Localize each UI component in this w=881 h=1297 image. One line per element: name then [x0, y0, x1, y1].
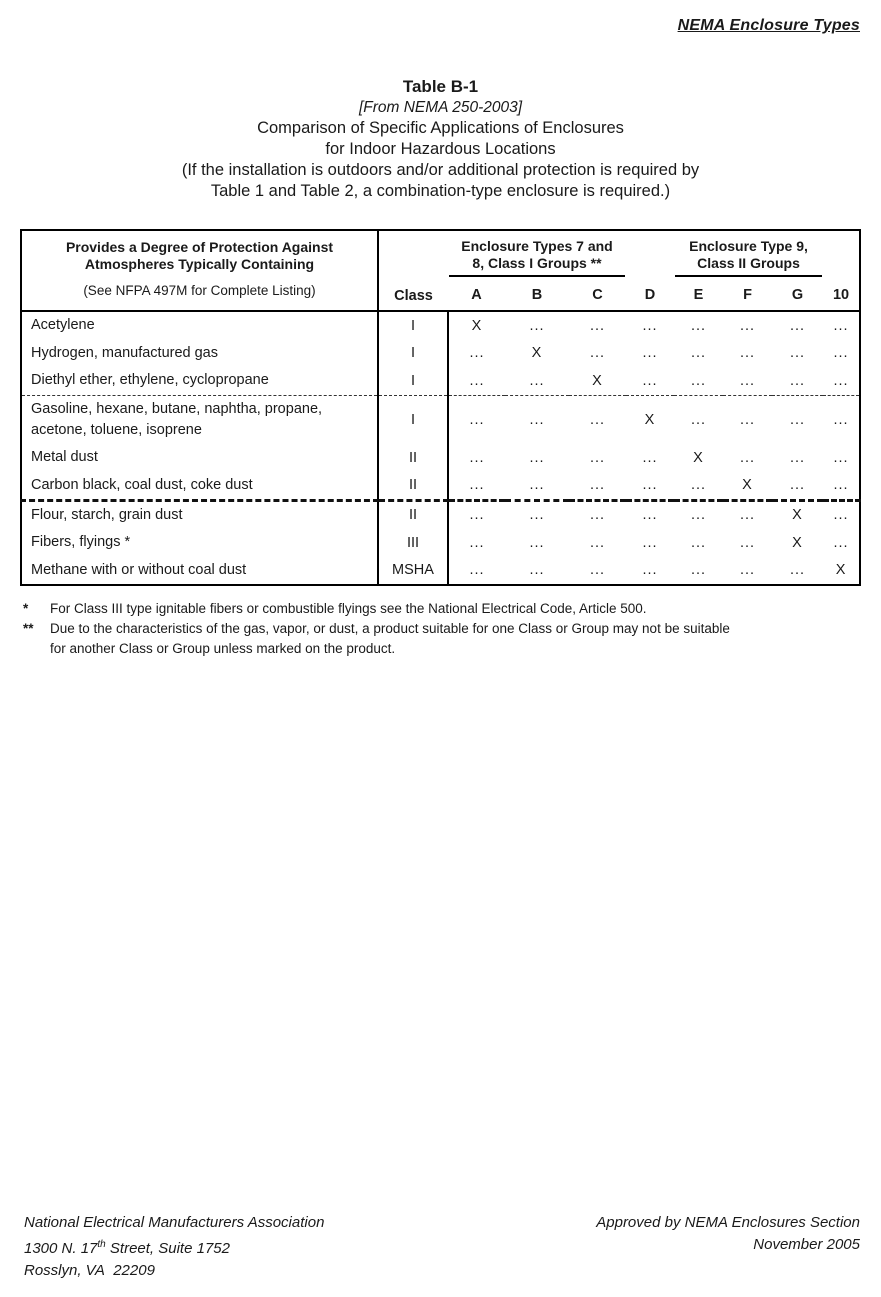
group-cell-B: ...: [505, 367, 569, 395]
group-cell-A: ...: [448, 472, 505, 501]
table-header: [21, 230, 860, 311]
substance-cell: Acetylene: [21, 311, 378, 339]
group-cell-C: ...: [569, 472, 626, 501]
title-line-1: Comparison of Specific Applications of Enclosures: [257, 119, 624, 137]
group2-line2: Class II Groups: [697, 254, 800, 271]
group-cell-10: ...: [833, 411, 849, 428]
group-cell-B: ...: [529, 449, 545, 466]
class-cell: I: [378, 339, 448, 367]
table-row: [21, 557, 860, 585]
ordinal-suffix: th: [97, 1239, 106, 1250]
group-cell-10: ...: [833, 534, 849, 551]
group-cell-A: ...: [469, 534, 485, 551]
group-cell-B: ...: [529, 534, 545, 551]
group-cell-G: ...: [789, 449, 806, 466]
column-10-spacer: [823, 230, 860, 280]
table-row: [21, 472, 860, 501]
group-cell-B: ...: [529, 507, 545, 523]
group-cell-A: ...: [469, 449, 485, 466]
class-cell: I: [378, 395, 448, 444]
group-cell-B: ...: [529, 411, 545, 428]
group-cell-C: ...: [589, 562, 606, 578]
group-cell-G: X: [792, 534, 803, 551]
table-row: [21, 444, 860, 472]
group-cell-10: ...: [823, 472, 860, 501]
group-cell-B: ...: [529, 317, 545, 334]
group-cell-F: X: [723, 472, 772, 501]
table-row: [21, 367, 860, 395]
group-cell-F: ...: [739, 411, 756, 428]
group-cell-F: ...: [739, 345, 756, 361]
group-cell-A: ...: [469, 507, 485, 523]
group-cell-F: ...: [739, 507, 756, 523]
group-cell-G: ...: [772, 472, 823, 501]
substance-cell: Diethyl ether, ethylene, cyclopropane: [21, 367, 378, 395]
table-row: [21, 311, 860, 339]
group-cell-G: ...: [772, 367, 823, 395]
title-line-4: Table 1 and Table 2, a combination-type enclosure is required.): [210, 182, 671, 200]
footer-organization: [24, 1212, 324, 1282]
column-letter-F: F: [743, 287, 752, 303]
footnote-2-marker: **: [23, 621, 34, 636]
group-cell-10: ...: [833, 507, 849, 523]
group-cell-D: ...: [642, 449, 658, 466]
class-cell: III: [378, 529, 448, 557]
substance-cell: Carbon black, coal dust, coke dust: [21, 472, 378, 501]
group-cell-G: X: [792, 507, 803, 523]
group-cell-A: ...: [469, 345, 485, 361]
footer-org-address: 1300 N. 17th Street, Suite 1752: [24, 1239, 230, 1257]
group-cell-D: ...: [642, 534, 658, 551]
group-cell-E: ...: [674, 367, 723, 395]
table-row: [21, 395, 860, 444]
title-line-3: (If the installation is outdoors and/or additional protection is required by: [181, 161, 700, 179]
group-cell-10: X: [835, 562, 847, 578]
group-cell-E: ...: [690, 411, 707, 428]
column-letter-G: G: [791, 287, 804, 303]
table-row: [21, 529, 860, 557]
group-cell-F: ...: [723, 367, 772, 395]
group-cell-E: ...: [690, 345, 707, 361]
column-letter-E: E: [693, 287, 704, 303]
group-cell-F: ...: [739, 534, 756, 551]
footnote-2-line2: for another Class or Group unless marked on the product.: [50, 641, 396, 656]
column-letter-D: D: [644, 287, 656, 303]
group-cell-G: ...: [789, 562, 806, 578]
group-cell-D: ...: [642, 345, 658, 361]
group-cell-D: ...: [642, 317, 658, 334]
group2-header-cell: [674, 230, 823, 280]
footer-approval: [596, 1212, 860, 1256]
group-cell-C: ...: [589, 449, 606, 466]
group-cell-E: X: [693, 449, 704, 466]
table-row: [21, 500, 860, 529]
footnote-1-marker: *: [23, 601, 29, 616]
group-cell-F: ...: [739, 317, 756, 334]
group-cell-C: ...: [589, 411, 606, 428]
group1-line1: Enclosure Types 7 and: [461, 238, 613, 254]
title-block: [0, 76, 881, 202]
group-cell-C: ...: [589, 317, 606, 334]
group-cell-D: ...: [626, 472, 674, 501]
group2-line1: Enclosure Type 9,: [689, 238, 808, 254]
group-cell-D: ...: [626, 367, 674, 395]
group-cell-C: ...: [589, 507, 606, 523]
group-cell-A: ...: [469, 411, 485, 428]
group-cell-D: ...: [642, 507, 658, 523]
group-cell-10: ...: [833, 317, 849, 334]
class-cell: II: [378, 472, 448, 501]
footnote-1-text: For Class III type ignitable fibers or combustible flyings see the National Electrical Code, Article 500.: [50, 601, 647, 616]
group-cell-E: ...: [674, 472, 723, 501]
group-cell-F: ...: [739, 562, 756, 578]
footer-org-city: Rosslyn, VA 22209: [24, 1262, 155, 1279]
group-cell-E: ...: [690, 507, 707, 523]
footer-org-name: National Electrical Manufacturers Association: [24, 1214, 325, 1231]
document-title: Table B-1: [402, 77, 479, 96]
document-source: [From NEMA 250-2003]: [358, 99, 523, 116]
class-cell: II: [378, 444, 448, 472]
comparison-table: [20, 229, 861, 586]
group-cell-A: ...: [469, 562, 485, 578]
group-cell-B: ...: [529, 562, 545, 578]
group-cell-D: ...: [642, 562, 658, 578]
class-cell: I: [378, 311, 448, 339]
group-cell-B: X: [531, 345, 543, 361]
footer-date: November 2005: [753, 1236, 860, 1253]
group2-label: [675, 231, 822, 277]
group-cell-B: ...: [505, 472, 569, 501]
substance-cell: Flour, starch, grain dust: [21, 500, 378, 529]
protection-header-note: (See NFPA 497M for Complete Listing): [83, 283, 316, 298]
table-row: [21, 339, 860, 367]
substance-cell: Methane with or without coal dust: [21, 557, 378, 585]
group-cell-C: ...: [589, 345, 606, 361]
footnote-2-line1: Due to the characteristics of the gas, vapor, or dust, a product suitable for one Class or Group may not be suitable: [50, 621, 730, 636]
group-cell-10: ...: [823, 367, 860, 395]
protection-header-line1: Provides a Degree of Protection Against: [65, 239, 334, 255]
group-cell-G: ...: [789, 411, 806, 428]
group-cell-C: X: [569, 367, 626, 395]
footnotes: [23, 599, 859, 659]
class-header-cell: Class: [394, 288, 433, 304]
substance-cell: Fibers, flyings *: [21, 529, 378, 557]
class-cell: I: [378, 367, 448, 395]
substance-cell: Hydrogen, manufactured gas: [21, 339, 378, 367]
group-cell-G: ...: [789, 317, 806, 334]
group-cell-F: ...: [739, 449, 756, 466]
group-cell-10: ...: [833, 345, 849, 361]
column-letter-C: C: [592, 287, 603, 303]
protection-header-cell: [21, 230, 378, 311]
column-letter-B: B: [531, 287, 543, 303]
column-d-spacer: [626, 230, 674, 280]
group-cell-E: ...: [690, 562, 707, 578]
page-header-right: NEMA Enclosure Types: [677, 17, 860, 34]
footnote-2: [23, 619, 859, 659]
table-body: [21, 311, 860, 585]
column-letter-A: A: [471, 287, 482, 303]
group-cell-A: ...: [448, 367, 505, 395]
protection-header-line2: Atmospheres Typically Containing: [84, 256, 315, 272]
group-cell-A: X: [471, 317, 483, 334]
group-cell-D: X: [644, 411, 656, 428]
footer-approved-by: Approved by NEMA Enclosures Section: [596, 1214, 860, 1231]
footnote-1: [23, 599, 859, 619]
group-cell-10: ...: [833, 449, 849, 466]
group-cell-C: ...: [589, 534, 606, 551]
group-cell-G: ...: [789, 345, 806, 361]
class-cell: MSHA: [378, 557, 448, 585]
group-cell-E: ...: [690, 317, 707, 334]
group1-line2: 8, Class I Groups **: [472, 254, 602, 271]
substance-cell: Gasoline, hexane, butane, naphtha, propane, acetone, toluene, isoprene: [21, 395, 378, 444]
group1-label: [449, 231, 625, 277]
group-cell-E: ...: [690, 534, 707, 551]
substance-cell: Metal dust: [21, 444, 378, 472]
column-letter-10: 10: [832, 287, 850, 303]
class-cell: II: [378, 500, 448, 529]
title-line-2: for Indoor Hazardous Locations: [325, 140, 556, 158]
group1-header-cell: [448, 230, 626, 280]
